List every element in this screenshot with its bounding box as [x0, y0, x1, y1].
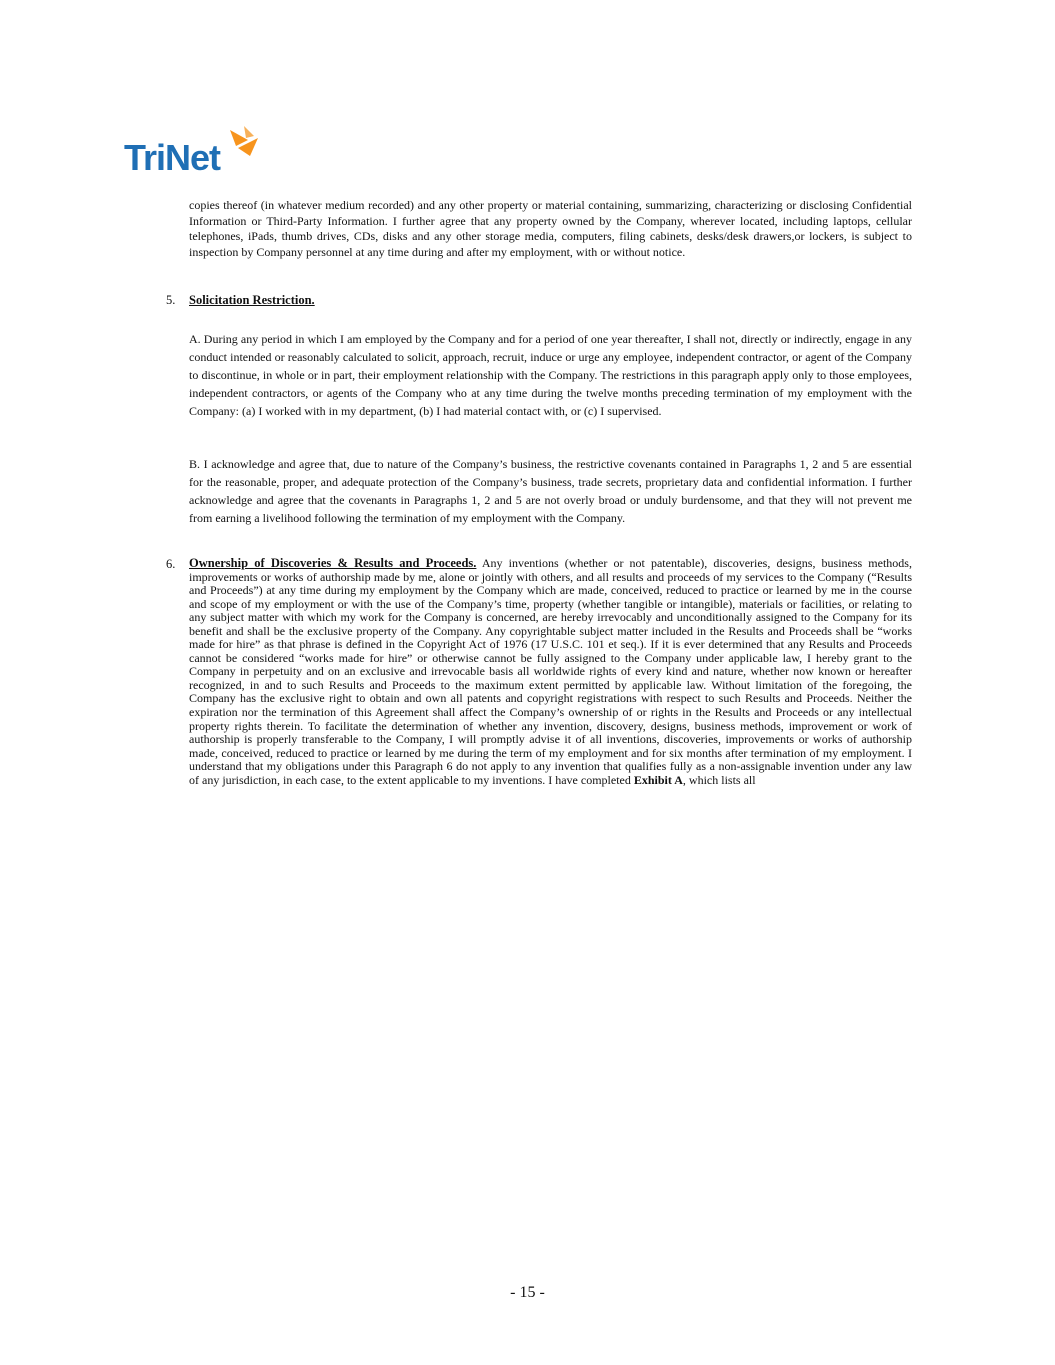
section-5-heading: Solicitation Restriction. [189, 293, 315, 307]
logo-flame-icon [228, 126, 264, 158]
page-number: - 15 - [510, 1284, 545, 1301]
trinet-logo [124, 126, 264, 182]
section-5-number: 5. [166, 293, 176, 307]
exhibit-a-reference: Exhibit A [633, 772, 683, 787]
section-6-heading: Ownership of Discoveries & Results and Proceeds. [189, 556, 477, 570]
section-5-paragraph-a: A. During any period in which I am employed by the Company and for a period of one year thereafter, I shall not, directly or indirectly, engage in any conduct intended or reasonably calculated to solicit, approach, recruit, induce or urge any employee, independent contractor, or agent of the Company to discontinue, in whole or in part, their employment relationship with the Company. The restrictions in this paragraph apply only to those employees, independent contractors, or agents of the Company who at any time during the twelve months preceding termination of my employment with the Company: (a) I worked with in my department, (b) I had material contact with, or (c) I supervised. [189, 332, 912, 418]
section-6-tail: , which lists all [682, 772, 756, 787]
section-6-body: Any inventions (whether or not patentable), discoveries, designs, business methods, improvements or works of authorship made by me, alone or jointly with others, and all results and proceeds of my services to the Company (“Results and Proceeds”) at any time during my employment by the Company which are made, conceived, reduced to practice or learned by me in the course and scope of my employment or with the use of the Company’s time, property (whether tangible or intangible), materials or facilities, or relating to any subject matter with which my work for the Company is concerned, are hereby irrevocably and unconditionally assigned to the Company for its benefit and shall be the exclusive property of the Company. Any copyrightable subject matter included in the Results and Proceeds shall be “works made for hire” as that phrase is defined in the Copyright Act of 1976 (17 U.S.C. 101 et seq.). If it is ever determined that any Results and Proceeds cannot be considered “works made for hire” or otherwise cannot be fully assigned to the Company under applicable law, I hereby grant to the Company in perpetuity and on an exclusive and irrevocable basis all worldwide rights of every kind and nature, whether now known or hereafter recognized, in and to such Results and Proceeds to the maximum extent permitted by applicable law. Without limitation of the foregoing, the Company has the exclusive right to obtain and own all patents and copyright registrations with respect to such Results and Proceeds. Neither the expiration nor the termination of this Agreement shall affect the Company’s ownership of or rights in the Results and Proceeds or any intellectual property rights therein. To facilitate the determination of whether any invention, discovery, designs, business methods, improvement or work of authorship is properly transferable to the Company, I will promptly advise it of all inventions, discoveries, improvements or works of authorship made, conceived, reduced to practice or learned by me during the term of my employment and for six months after termination of my employment. I understand that my obligations under this Paragraph 6 do not apply to any invention that qualifies fully as a non-assignable invention under any law of any jurisdiction, in each case, to the extent applicable to my inventions. I have completed [189, 556, 912, 787]
section-5-paragraph-b: B. I acknowledge and agree that, due to nature of the Company’s business, the restrictive covenants contained in Paragraphs 1, 2 and 5 are essential for the reasonable, proper, and adequate protection of the Company’s business, trade secrets, proprietary data and confidential information. I further acknowledge and agree that the covenants in Paragraphs 1, 2 and 5 are not overly broad or unduly burdensome, and that they will not prevent me from earning a livelihood following the termination of my employment with the Company. [189, 457, 912, 525]
section-6-number: 6. [166, 557, 176, 571]
logo-wordmark: TriNet [124, 137, 221, 178]
continuation-paragraph: copies thereof (in whatever medium recorded) and any other property or material containing, summarizing, characterizing or disclosing Confidential Information or Third-Party Information. I further agree that any property owned by the Company, wherever located, including laptops, cellular telephones, iPads, thumb drives, CDs, disks and any other storage media, computers, filing cabinets, desks/desk drawers,or lockers, is subject to inspection by Company personnel at any time during and after my employment, with or without notice. [189, 198, 912, 259]
section-6-paragraph [189, 557, 912, 787]
